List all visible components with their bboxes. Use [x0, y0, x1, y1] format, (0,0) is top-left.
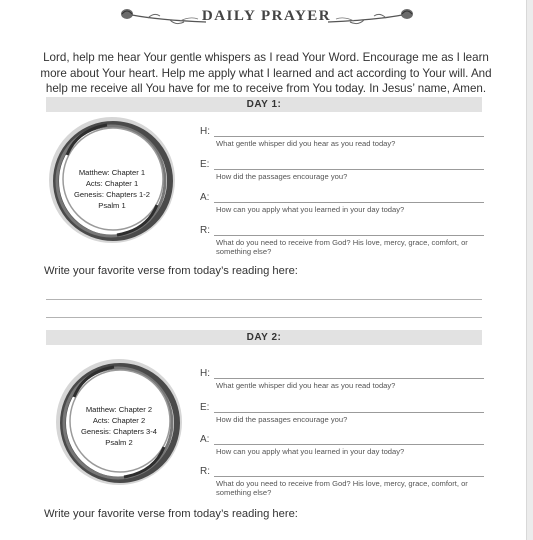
field-letter: A:	[200, 434, 210, 445]
field-prompt: What gentle whisper did you hear as you read today?	[216, 139, 396, 148]
page-title: DAILY PRAYER	[201, 8, 332, 24]
answer-line	[214, 169, 484, 170]
reading-genesis: Genesis: Chapters 1-2	[74, 190, 150, 199]
field-letter: H:	[200, 368, 210, 379]
answer-line	[214, 476, 484, 477]
field-prompt: How can you apply what you learned in your day today?	[216, 205, 405, 214]
day-2-heading: DAY 2:	[46, 330, 482, 345]
field-prompt: What do you need to receive from God? His love, mercy, grace, comfort, or something else?	[216, 479, 468, 497]
field-prompt: What gentle whisper did you hear as you read today?	[216, 381, 396, 390]
field-prompt: How did the passages encourage you?	[216, 172, 348, 181]
field-prompt: What do you need to receive from God? His love, mercy, grace, comfort, or something else?	[216, 238, 468, 256]
day-1-heading: DAY 1:	[46, 97, 482, 112]
reading-matthew: Matthew: Chapter 1	[78, 168, 146, 177]
answer-line	[214, 444, 484, 445]
day-1-readings	[60, 167, 164, 211]
field-letter: R:	[200, 466, 210, 477]
verse-write-line[interactable]	[46, 317, 482, 318]
day-2-readings	[67, 404, 171, 448]
answer-line	[214, 136, 484, 137]
page-edge	[526, 0, 533, 540]
reading-psalm: Psalm 1	[98, 201, 126, 210]
prayer-text: Lord, help me hear Your gentle whispers as I read Your Word. Encourage me as I learn more about Your heart. Help me apply what I learned and act according to Your will. And help me receive all You have for me to receive from You today. In Jesus’ name, Amen.	[40, 51, 492, 96]
verse-write-line[interactable]	[46, 299, 482, 300]
verse-prompt: Write your favorite verse from today’s reading here:	[44, 508, 298, 520]
field-letter: R:	[200, 225, 210, 236]
field-prompt: How did the passages encourage you?	[216, 415, 348, 424]
reading-psalm: Psalm 2	[105, 438, 133, 447]
reading-matthew: Matthew: Chapter 2	[85, 405, 153, 414]
reading-acts: Acts: Chapter 1	[85, 179, 139, 188]
field-letter: A:	[200, 192, 210, 203]
rose-stem-icon	[326, 6, 416, 28]
field-letter: H:	[200, 126, 210, 137]
reading-genesis: Genesis: Chapters 3-4	[81, 427, 157, 436]
answer-line	[214, 378, 484, 379]
answer-line	[214, 235, 484, 236]
reading-acts: Acts: Chapter 2	[92, 416, 146, 425]
field-prompt: How can you apply what you learned in your day today?	[216, 447, 405, 456]
answer-line	[214, 202, 484, 203]
header	[0, 6, 533, 28]
answer-line	[214, 412, 484, 413]
field-letter: E:	[200, 159, 210, 170]
field-letter: E:	[200, 402, 210, 413]
verse-prompt: Write your favorite verse from today’s reading here:	[44, 265, 298, 277]
